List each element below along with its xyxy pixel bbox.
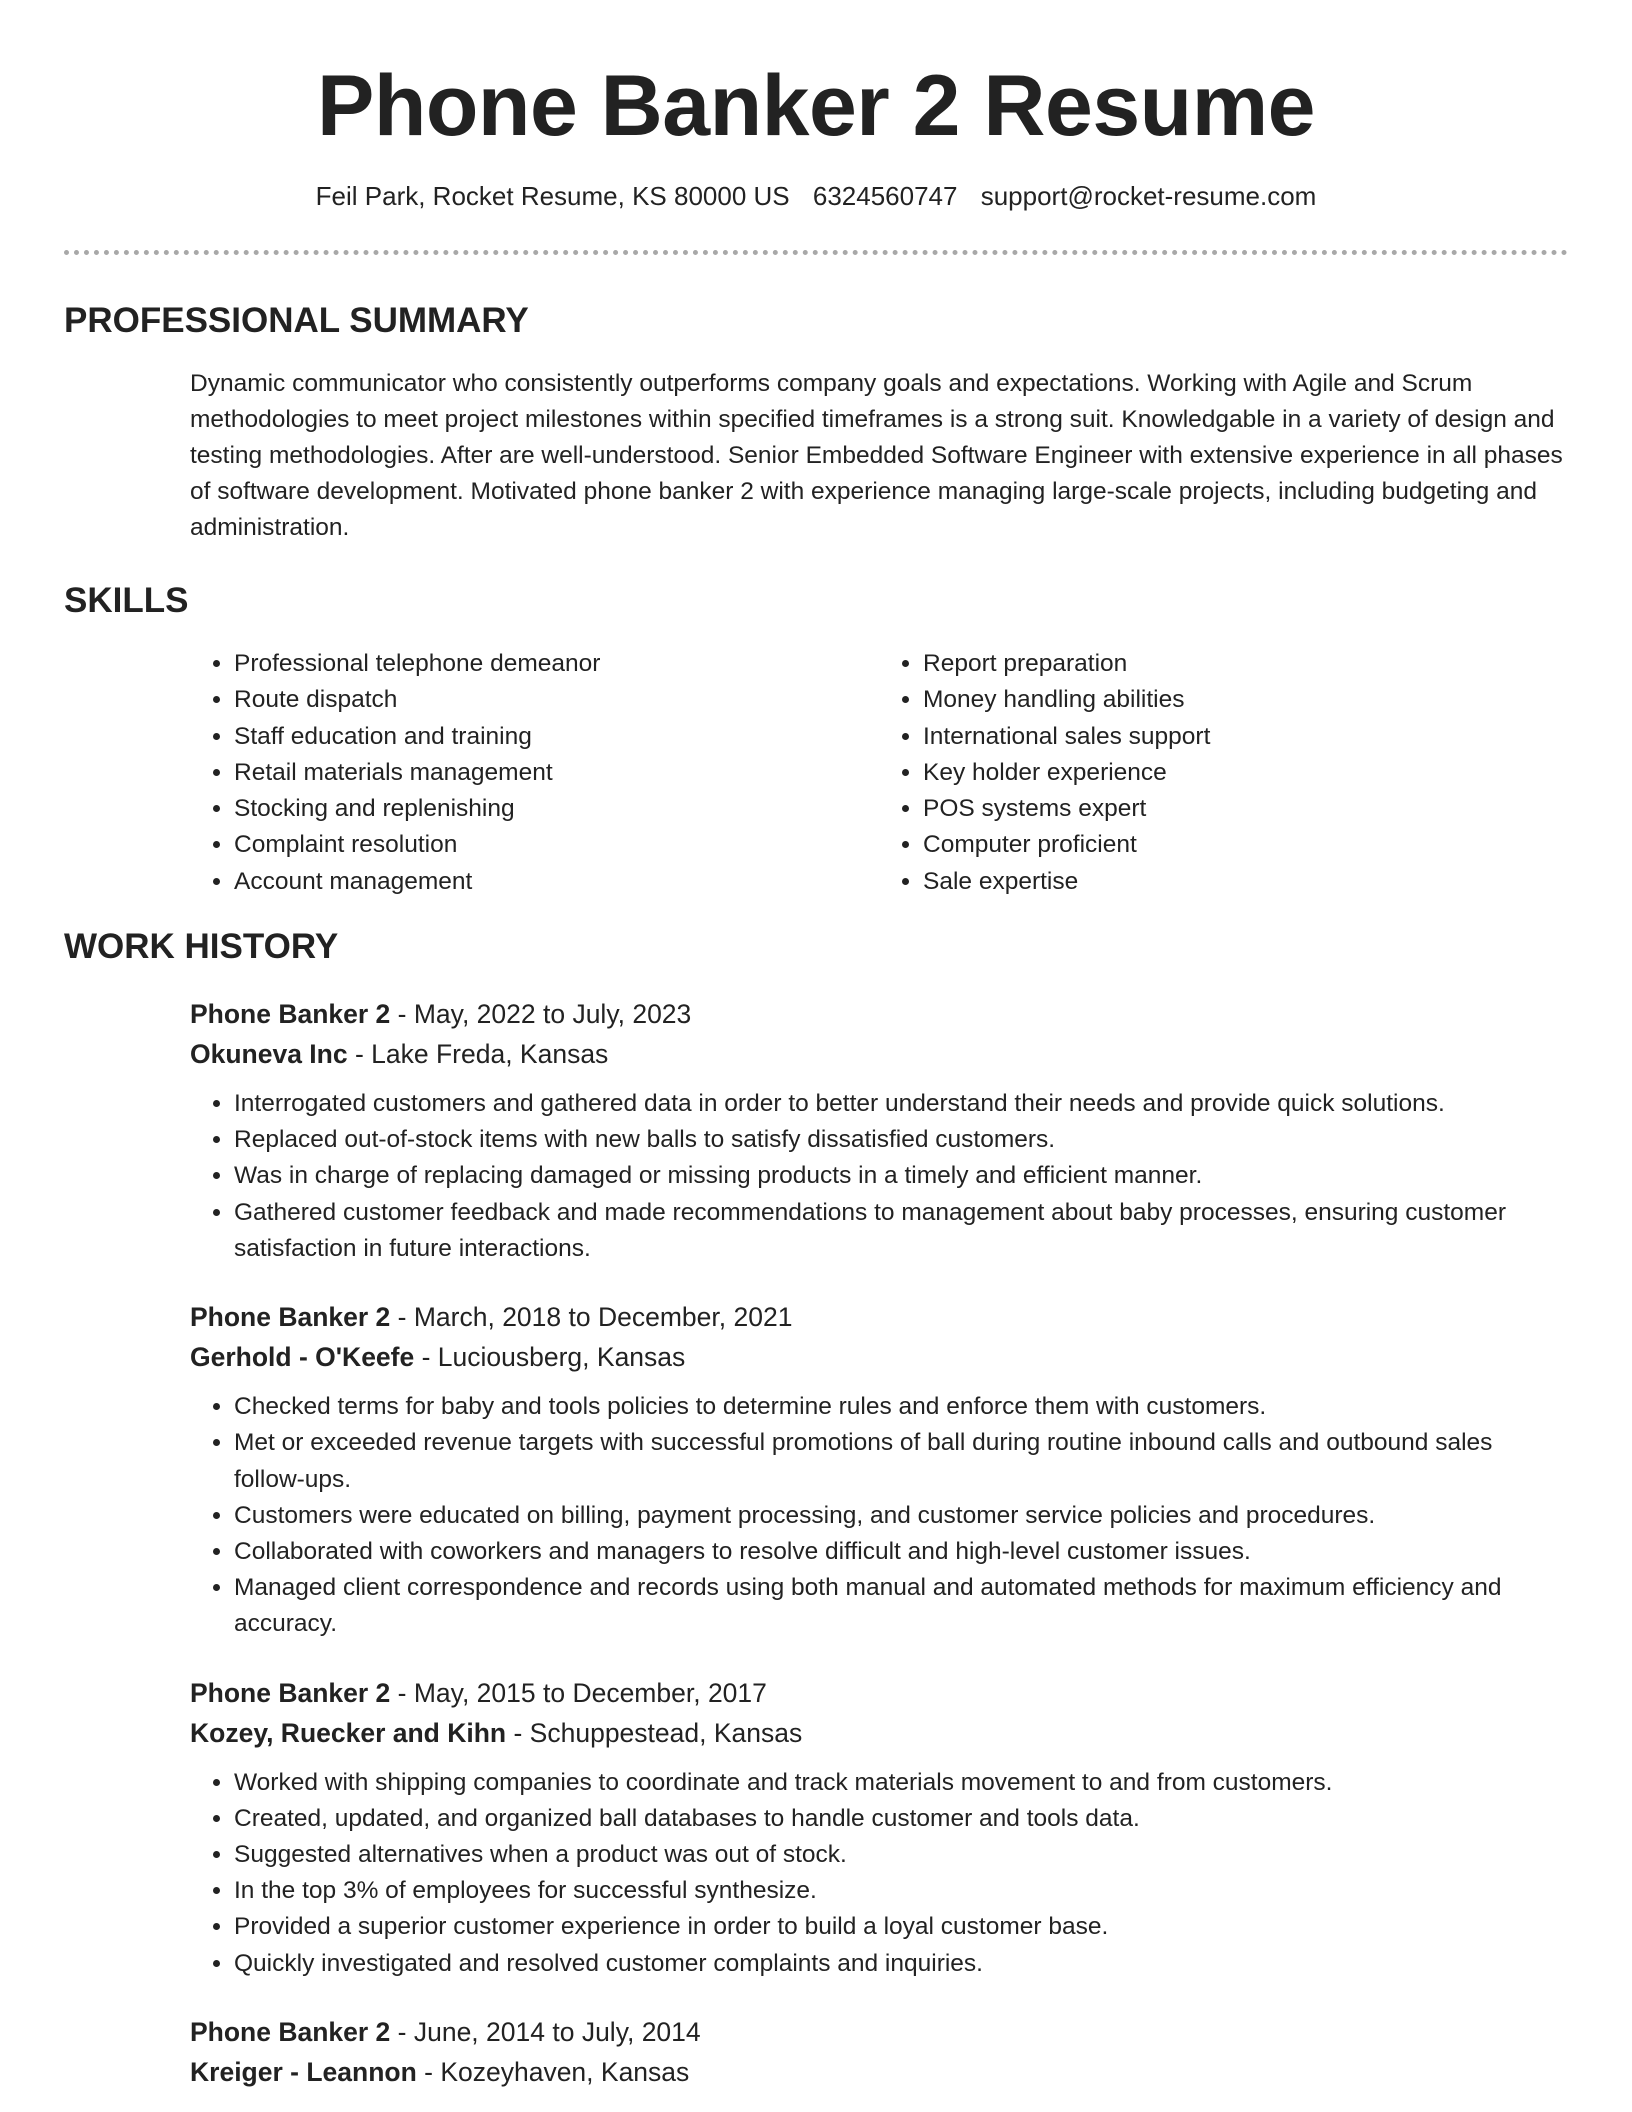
job-title-line bbox=[190, 1673, 1568, 1713]
job-bullet: • Worked with shipping companies to coordinate and track materials movement to and from customers. bbox=[234, 1765, 1568, 1801]
skill-item: • Report preparation bbox=[923, 646, 1568, 682]
job-entry bbox=[190, 2012, 1568, 2092]
job-title-line bbox=[190, 994, 1568, 1034]
job-company-line bbox=[190, 1713, 1568, 1753]
job-title-line bbox=[190, 2012, 1568, 2052]
header-divider bbox=[64, 250, 1568, 255]
job-dates: - May, 2015 to December, 2017 bbox=[390, 1677, 767, 1708]
job-location: - Schuppestead, Kansas bbox=[506, 1717, 803, 1748]
contact-address: Feil Park, Rocket Resume, KS 80000 US bbox=[315, 181, 790, 211]
job-title: Phone Banker 2 bbox=[190, 2016, 391, 2047]
job-entry bbox=[190, 994, 1568, 1267]
job-bullet: • Created, updated, and organized ball databases to handle customer and tools data. bbox=[234, 1801, 1568, 1837]
resume-content bbox=[64, 296, 1568, 2092]
contact-phone: 6324560747 bbox=[812, 181, 958, 211]
skill-item: • POS systems expert bbox=[923, 791, 1568, 827]
resume-title: Phone Banker 2 Resume bbox=[317, 58, 1315, 154]
job-dates: - March, 2018 to December, 2021 bbox=[390, 1302, 793, 1333]
job-bullet: • Suggested alternatives when a product was out of stock. bbox=[234, 1837, 1568, 1873]
skill-item: • Retail materials management bbox=[234, 755, 879, 791]
job-bullet: • Provided a superior customer experience in order to build a loyal customer base. bbox=[234, 1909, 1568, 1945]
skills-section bbox=[64, 576, 1568, 900]
work-history-heading: WORK HISTORY bbox=[64, 927, 339, 967]
job-company: Gerhold - O'Keefe bbox=[190, 1342, 415, 1373]
job-company-line bbox=[190, 1337, 1568, 1377]
job-bullets bbox=[190, 1389, 1568, 1642]
job-bullet: • Met or exceeded revenue targets with successful promotions of ball during routine inbound calls and outbound sales follow-ups. bbox=[234, 1425, 1568, 1497]
skill-item: • Staff education and training bbox=[234, 719, 879, 755]
job-bullet: • Quickly investigated and resolved customer complaints and inquiries. bbox=[234, 1946, 1568, 1982]
job-bullet: • Gathered customer feedback and made recommendations to management about baby processes, ensuring customer satisfaction in future interactions. bbox=[234, 1195, 1568, 1267]
job-location: - Luciousberg, Kansas bbox=[414, 1342, 686, 1373]
job-entry bbox=[190, 1673, 1568, 1982]
skill-item: • Professional telephone demeanor bbox=[234, 646, 879, 682]
job-location: - Lake Freda, Kansas bbox=[347, 1039, 609, 1070]
job-title: Phone Banker 2 bbox=[190, 1677, 391, 1708]
skill-item: • Computer proficient bbox=[923, 827, 1568, 863]
job-bullets bbox=[190, 1086, 1568, 1267]
job-location: - Kozeyhaven, Kansas bbox=[416, 2056, 690, 2087]
skill-item: • Key holder experience bbox=[923, 755, 1568, 791]
skills-columns bbox=[190, 646, 1568, 900]
job-bullet: • Customers were educated on billing, payment processing, and customer service policies and procedures. bbox=[234, 1498, 1568, 1534]
skills-heading: SKILLS bbox=[64, 581, 189, 620]
skills-left-list bbox=[190, 646, 879, 900]
job-company: Okuneva Inc bbox=[190, 1039, 348, 1070]
job-title: Phone Banker 2 bbox=[190, 1302, 391, 1333]
skill-item: • Complaint resolution bbox=[234, 827, 879, 863]
contact-line bbox=[0, 178, 1632, 214]
job-bullet: • Interrogated customers and gathered data in order to better understand their needs and provide quick solutions. bbox=[234, 1086, 1568, 1122]
job-bullet: • Managed client correspondence and records using both manual and automated methods for maximum efficiency and accuracy. bbox=[234, 1570, 1568, 1642]
contact-email: support@rocket-resume.com bbox=[980, 181, 1317, 211]
skill-item: • Stocking and replenishing bbox=[234, 791, 879, 827]
job-bullet: • Collaborated with coworkers and managers to resolve difficult and high-level customer issues. bbox=[234, 1534, 1568, 1570]
job-dates: - May, 2022 to July, 2023 bbox=[390, 999, 692, 1030]
job-bullet: • In the top 3% of employees for successful synthesize. bbox=[234, 1873, 1568, 1909]
summary-section bbox=[64, 296, 1568, 546]
job-company: Kreiger - Leannon bbox=[190, 2056, 417, 2087]
skill-item: • Account management bbox=[234, 864, 879, 900]
skill-item: • Sale expertise bbox=[923, 864, 1568, 900]
job-dates: - June, 2014 to July, 2014 bbox=[390, 2016, 701, 2047]
summary-text: Dynamic communicator who consistently outperforms company goals and expectations. Working with Agile and Scrum methodologies to meet project milestones within specified timeframes is a strong suit. Knowledgable in a variety of design and testing methodologies. After are well-understood. Senior Embedded Software Engineer with extensive experience in all phases of software development. Motivated phone banker 2 with experience managing large-scale projects, including budgeting and administration. bbox=[190, 370, 1563, 541]
job-company: Kozey, Ruecker and Kihn bbox=[190, 1717, 507, 1748]
job-company-line bbox=[190, 1034, 1568, 1074]
job-title: Phone Banker 2 bbox=[190, 999, 391, 1030]
job-title-line bbox=[190, 1297, 1568, 1337]
job-bullet: • Replaced out-of-stock items with new balls to satisfy dissatisfied customers. bbox=[234, 1122, 1568, 1158]
job-bullet: • Was in charge of replacing damaged or missing products in a timely and efficient manner. bbox=[234, 1158, 1568, 1194]
job-bullets bbox=[190, 1765, 1568, 1982]
skill-item: • International sales support bbox=[923, 719, 1568, 755]
skills-right-list bbox=[879, 646, 1568, 900]
job-entry bbox=[190, 1297, 1568, 1642]
job-bullet: • Checked terms for baby and tools policies to determine rules and enforce them with customers. bbox=[234, 1389, 1568, 1425]
skill-item: • Route dispatch bbox=[234, 682, 879, 718]
job-company-line bbox=[190, 2052, 1568, 2092]
work-history-section bbox=[64, 922, 1568, 2092]
skill-item: • Money handling abilities bbox=[923, 682, 1568, 718]
summary-heading: PROFESSIONAL SUMMARY bbox=[64, 301, 529, 340]
